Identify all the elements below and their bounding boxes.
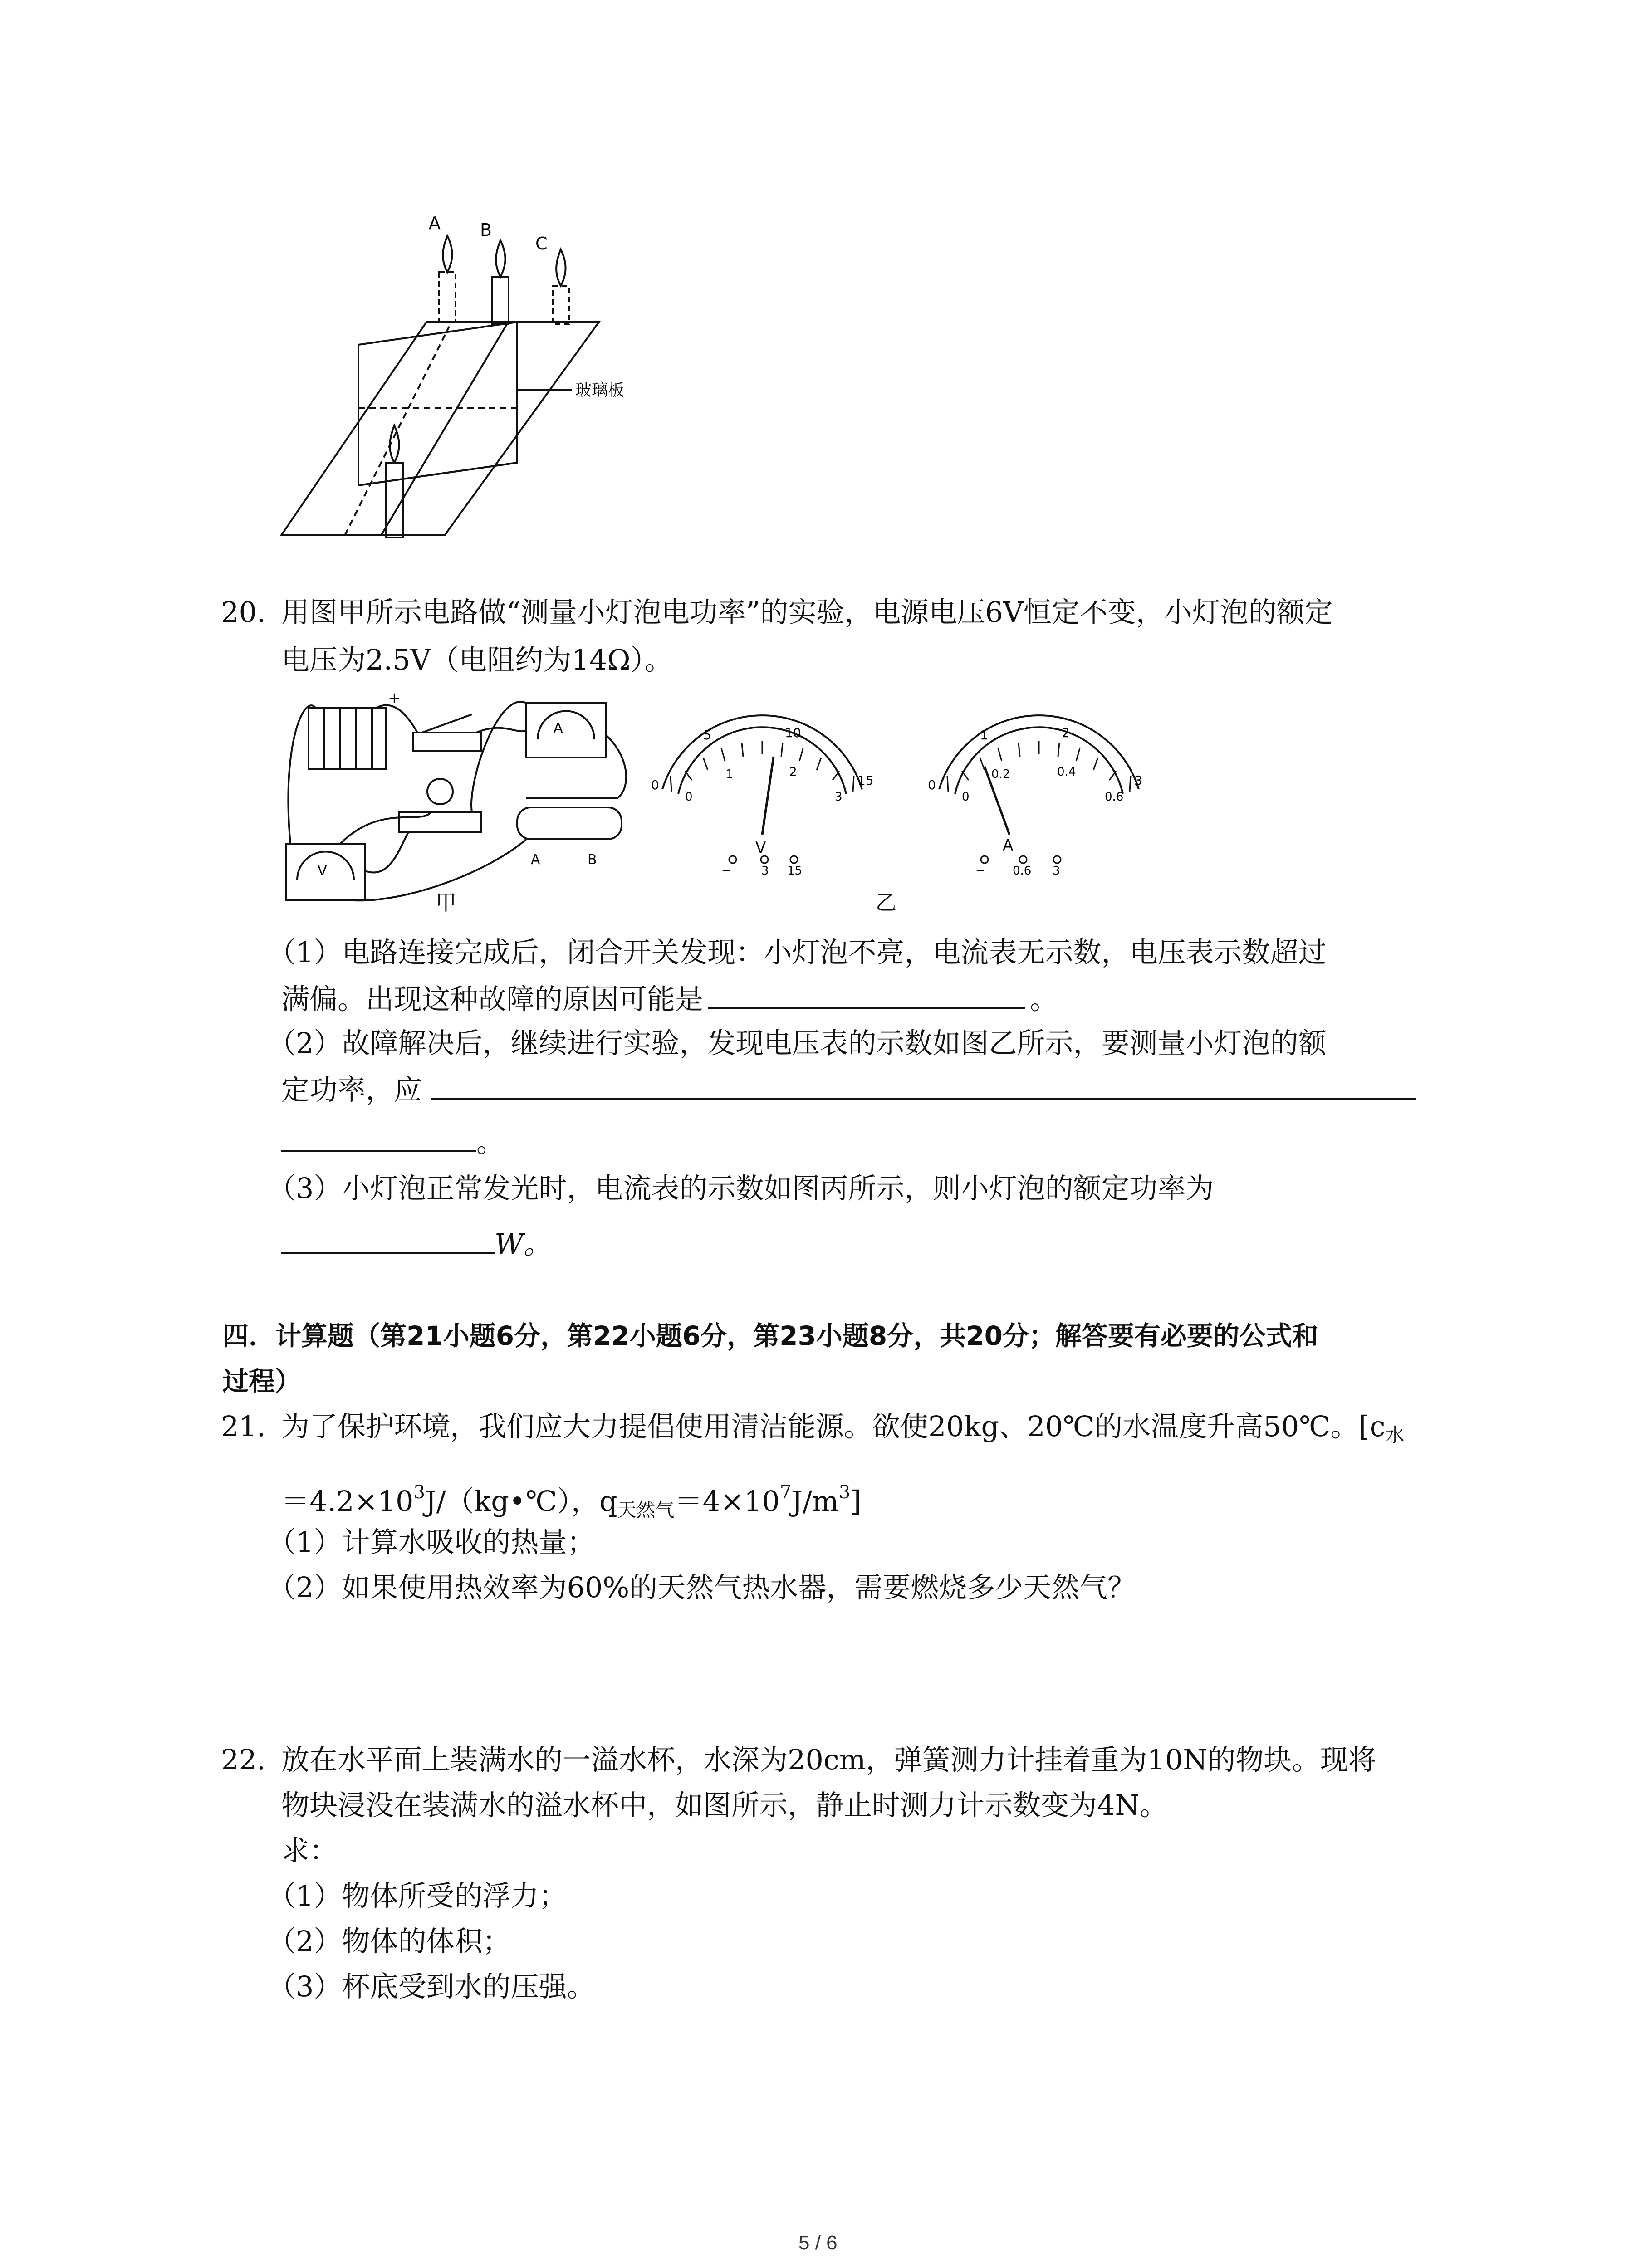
- q20-part2-line3-end: 。: [476, 1125, 505, 1158]
- a-top-tick-2: 2: [1062, 725, 1070, 740]
- q21-line2-d: J/m: [791, 1485, 839, 1518]
- q21-line1: [281, 1404, 1405, 1458]
- q20-part3-line2: [281, 1220, 552, 1267]
- battery-plus-label: +: [388, 689, 401, 707]
- v-bottom-tick-2: 2: [789, 765, 797, 779]
- q21-q-subscript: 天然气: [617, 1499, 675, 1521]
- a-terminal-3: 3: [1053, 864, 1060, 875]
- q20-part2-line1: （2）故障解决后，继续进行实验，发现电压表的示数如图乙所示，要测量小灯泡的额: [268, 1026, 1327, 1060]
- v-top-tick-15: 15: [857, 773, 874, 788]
- a-bottom-tick-02: 0.2: [991, 767, 1010, 781]
- candle-mirror-figure: [272, 209, 681, 553]
- a-top-tick-0: 0: [928, 777, 936, 792]
- q21-line2-exp1: 3: [413, 1482, 425, 1503]
- q20-line2: 电压为2.5V（电阻约为14Ω）。: [281, 643, 673, 676]
- candle-mirror-drawing: [272, 209, 681, 553]
- q20-answer-blank-1[interactable]: [708, 975, 1025, 1009]
- figure-label-jia: 甲: [436, 890, 456, 915]
- q20-line1: 用图甲所示电路做“测量小灯泡电功率”的实验，电源电压6V恒定不变，小灯泡的额定: [281, 596, 1333, 629]
- q20-answer-blank-2b[interactable]: [281, 1118, 476, 1152]
- q20-part1-line2-end: 。: [1030, 982, 1058, 1016]
- rheostat: [517, 807, 622, 839]
- q21-line1-text: 为了保护环境，我们应大力提倡使用清洁能源。欲使20kg、20℃的水温度升高50℃。[c: [281, 1410, 1386, 1443]
- voltmeter-symbol: V: [755, 839, 766, 857]
- q20-part1-line1: （1）电路连接完成后，闭合开关发现：小灯泡不亮，电流表无示数，电压表示数超过: [268, 936, 1327, 969]
- a-bottom-tick-04: 0.4: [1057, 765, 1076, 779]
- q21-line2-b: J/（kg•℃），q: [425, 1485, 617, 1518]
- section4-title-line2: 过程）: [222, 1366, 302, 1397]
- rheostat-label-a: A: [531, 852, 540, 868]
- q21-c-subscript: 水: [1385, 1424, 1405, 1446]
- q21-number: 21.: [221, 1410, 266, 1443]
- q22-number: 22.: [221, 1743, 266, 1776]
- q20-number: 20.: [221, 596, 266, 629]
- voltmeter-dial-figure: [635, 703, 889, 875]
- q20-part2-line3: [281, 1118, 505, 1165]
- candle-label-c: C: [535, 234, 548, 254]
- ammeter-box-symbol: A: [554, 720, 563, 736]
- glass-plate-label: 玻璃板: [575, 381, 625, 400]
- candle-image-a: [439, 272, 456, 322]
- q21-line2-exp2: 7: [779, 1482, 792, 1503]
- switch-base: [413, 733, 481, 751]
- page-number: 5 / 6: [798, 2232, 838, 2254]
- real-candle: [386, 463, 403, 538]
- table-surface: [281, 322, 599, 535]
- q22-part3: （3）杯底受到水的压强。: [268, 1970, 595, 2003]
- rheostat-label-b: B: [588, 852, 597, 868]
- v-bottom-tick-0: 0: [685, 790, 693, 804]
- ammeter-symbol: A: [1003, 836, 1014, 855]
- section4-title-line1: 四．计算题（第21小题6分，第22小题6分，第23小题8分，共20分；解答要有必要的公式和: [222, 1320, 1318, 1351]
- q21-part1: （1）计算水吸收的热量；: [268, 1525, 595, 1559]
- switch-knife: [422, 714, 472, 733]
- voltmeter-dial: [635, 703, 889, 875]
- q20-answer-blank-2a[interactable]: [431, 1066, 1416, 1100]
- a-top-tick-1: 1: [980, 728, 988, 743]
- q22-line1: 放在水平面上装满水的一溢水杯，水深为20cm，弹簧测力计挂着重为10N的物块。现将: [281, 1743, 1376, 1776]
- q20-answer-blank-3[interactable]: [281, 1220, 495, 1254]
- q20-part3-line1: （3）小灯泡正常发光时，电流表的示数如图丙所示，则小灯泡的额定功率为: [268, 1172, 1214, 1205]
- flame-a: [443, 236, 452, 272]
- flame-b: [496, 240, 505, 277]
- candle-label-a: A: [429, 213, 441, 233]
- a-bottom-tick-0: 0: [962, 790, 970, 804]
- candle-image-b: [492, 277, 509, 324]
- q20-part2-line2-text: 定功率，应: [281, 1073, 422, 1106]
- v-bottom-tick-3: 3: [835, 790, 843, 804]
- candle-label-b: B: [480, 220, 492, 240]
- lamp-bulb: [427, 779, 453, 804]
- a-top-tick-3: 3: [1134, 773, 1142, 788]
- v-bottom-tick-1: 1: [726, 767, 734, 781]
- q21-line2-e: ]: [850, 1485, 862, 1518]
- a-bottom-tick-06: 0.6: [1105, 790, 1124, 804]
- voltmeter-needle: [762, 757, 774, 835]
- q22-part1: （1）物体所受的浮力；: [268, 1879, 567, 1912]
- q20-part1-line2-text: 满偏。出现这种故障的原因可能是: [281, 982, 704, 1016]
- v-terminal-3: 3: [761, 864, 769, 875]
- v-top-tick-5: 5: [703, 728, 711, 743]
- battery-pack: [309, 708, 386, 769]
- v-terminal-neg: −: [721, 864, 731, 875]
- q21-line2-exp3: 3: [838, 1482, 851, 1503]
- a-terminal-neg: −: [975, 864, 985, 875]
- q21-line2-c: ＝4×10: [674, 1485, 780, 1518]
- a-terminal-06: 0.6: [1013, 864, 1032, 875]
- q20-part1-line2: [281, 975, 1058, 1022]
- v-terminal-15: 15: [787, 864, 803, 875]
- ammeter-dial: [912, 703, 1166, 875]
- candle-image-c: [553, 286, 569, 324]
- q20-part2-line2: [281, 1066, 1416, 1113]
- lamp-base: [399, 812, 481, 832]
- q22-line2: 物块浸没在装满水的溢水杯中，如图所示，静止时测力计示数变为4N。: [281, 1789, 1168, 1822]
- v-top-tick-10: 10: [785, 725, 801, 740]
- flame-c: [556, 249, 565, 286]
- q22-line3: 求：: [281, 1834, 338, 1867]
- ammeter-dial-figure: [912, 703, 1166, 875]
- voltmeter-box-symbol: V: [318, 863, 327, 879]
- q21-line2-a: ＝4.2×10: [281, 1485, 414, 1518]
- figure-label-yi: 乙: [876, 890, 896, 915]
- q21-part2: （2）如果使用热效率为60%的天然气热水器，需要燃烧多少天然气？: [268, 1571, 1136, 1604]
- q22-part2: （2）物体的体积；: [268, 1925, 511, 1958]
- v-top-tick-0: 0: [651, 777, 659, 792]
- q20-part3-line2-end: W。: [495, 1227, 552, 1261]
